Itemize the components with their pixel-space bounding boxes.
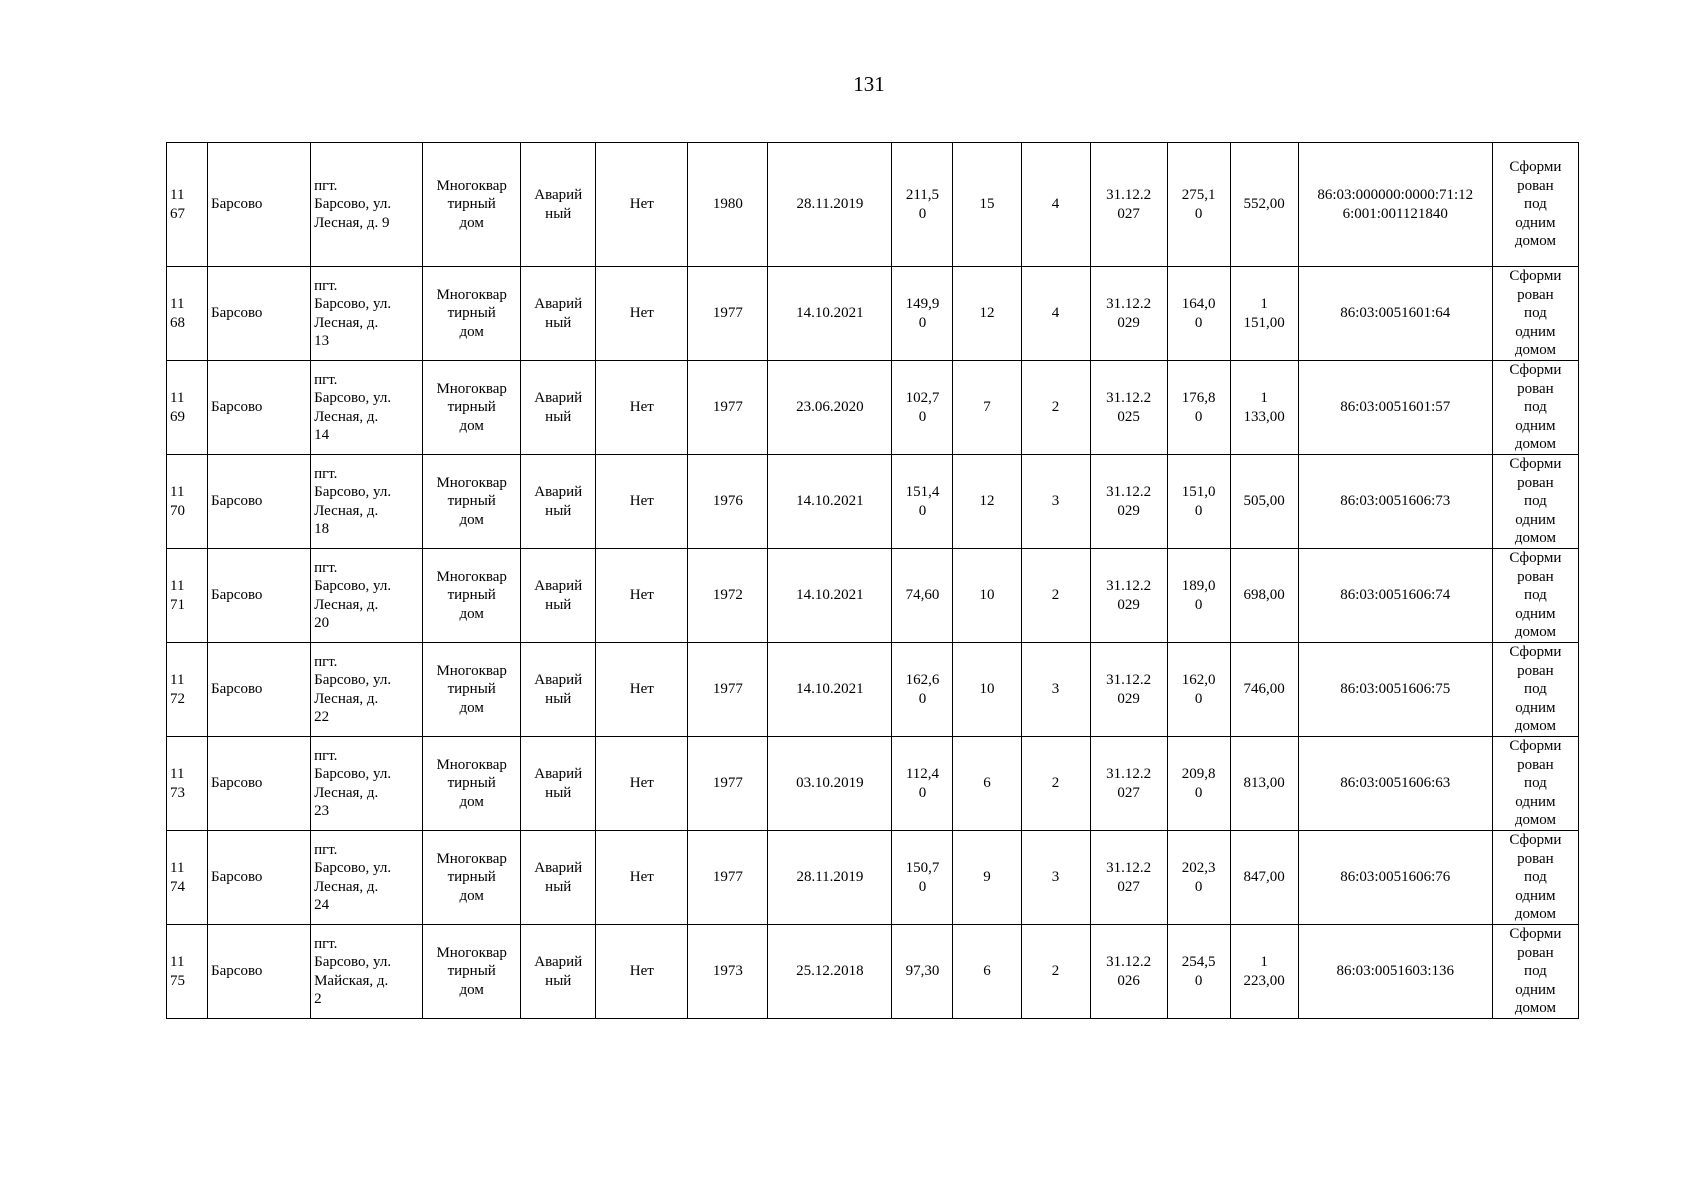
address-cell: пгт. Барсово, ул. Лесная, д. 22 <box>311 643 423 737</box>
date-cell: 14.10.2021 <box>768 267 892 361</box>
rooms-cell: 3 <box>1021 455 1090 549</box>
area2-cell: 202,3 0 <box>1167 831 1230 925</box>
flag-cell: Нет <box>596 455 688 549</box>
cost-cell: 1 223,00 <box>1230 925 1298 1019</box>
status-cell: Сформи рован под одним домом <box>1492 925 1578 1019</box>
flag-cell: Нет <box>596 143 688 267</box>
date-cell: 28.11.2019 <box>768 143 892 267</box>
row-number-cell: 11 75 <box>167 925 208 1019</box>
residents-cell: 6 <box>953 737 1021 831</box>
deadline-cell: 31.12.2 029 <box>1090 549 1167 643</box>
cost-cell: 1 151,00 <box>1230 267 1298 361</box>
table-row <box>167 267 1579 361</box>
residents-cell: 15 <box>953 143 1021 267</box>
year-cell: 1977 <box>688 831 768 925</box>
locality-cell: Барсово <box>208 643 311 737</box>
locality-cell: Барсово <box>208 925 311 1019</box>
condition-cell: Аварий ный <box>521 361 596 455</box>
deadline-cell: 31.12.2 027 <box>1090 831 1167 925</box>
area-cell: 149,9 0 <box>892 267 953 361</box>
building-type-cell: Многоквар тирный дом <box>423 143 521 267</box>
cadastral-cell: 86:03:0051606:73 <box>1298 455 1492 549</box>
flag-cell: Нет <box>596 549 688 643</box>
cost-cell: 552,00 <box>1230 143 1298 267</box>
year-cell: 1977 <box>688 737 768 831</box>
deadline-cell: 31.12.2 029 <box>1090 455 1167 549</box>
cost-cell: 505,00 <box>1230 455 1298 549</box>
table-row <box>167 925 1579 1019</box>
residents-cell: 12 <box>953 455 1021 549</box>
condition-cell: Аварий ный <box>521 143 596 267</box>
condition-cell: Аварий ный <box>521 643 596 737</box>
status-cell: Сформи рован под одним домом <box>1492 549 1578 643</box>
table-row <box>167 143 1579 267</box>
cost-cell: 746,00 <box>1230 643 1298 737</box>
locality-cell: Барсово <box>208 267 311 361</box>
year-cell: 1980 <box>688 143 768 267</box>
table-row <box>167 643 1579 737</box>
residents-cell: 10 <box>953 549 1021 643</box>
residents-cell: 10 <box>953 643 1021 737</box>
flag-cell: Нет <box>596 925 688 1019</box>
flag-cell: Нет <box>596 737 688 831</box>
status-cell: Сформи рован под одним домом <box>1492 455 1578 549</box>
cost-cell: 813,00 <box>1230 737 1298 831</box>
cost-cell: 1 133,00 <box>1230 361 1298 455</box>
cadastral-cell: 86:03:0051606:76 <box>1298 831 1492 925</box>
cadastral-cell: 86:03:0051606:63 <box>1298 737 1492 831</box>
building-type-cell: Многоквар тирный дом <box>423 831 521 925</box>
locality-cell: Барсово <box>208 143 311 267</box>
area-cell: 97,30 <box>892 925 953 1019</box>
cadastral-cell: 86:03:0051606:75 <box>1298 643 1492 737</box>
table-row <box>167 737 1579 831</box>
address-cell: пгт. Барсово, ул. Майская, д. 2 <box>311 925 423 1019</box>
table-row <box>167 455 1579 549</box>
year-cell: 1977 <box>688 643 768 737</box>
deadline-cell: 31.12.2 025 <box>1090 361 1167 455</box>
status-cell: Сформи рован под одним домом <box>1492 361 1578 455</box>
deadline-cell: 31.12.2 027 <box>1090 143 1167 267</box>
rooms-cell: 4 <box>1021 267 1090 361</box>
status-cell: Сформи рован под одним домом <box>1492 143 1578 267</box>
page-number: 131 <box>853 72 885 96</box>
year-cell: 1977 <box>688 267 768 361</box>
rooms-cell: 2 <box>1021 361 1090 455</box>
area2-cell: 151,0 0 <box>1167 455 1230 549</box>
building-type-cell: Многоквар тирный дом <box>423 549 521 643</box>
building-type-cell: Многоквар тирный дом <box>423 361 521 455</box>
rooms-cell: 2 <box>1021 925 1090 1019</box>
residents-cell: 12 <box>953 267 1021 361</box>
status-cell: Сформи рован под одним домом <box>1492 643 1578 737</box>
area-cell: 162,6 0 <box>892 643 953 737</box>
condition-cell: Аварий ный <box>521 737 596 831</box>
rooms-cell: 3 <box>1021 831 1090 925</box>
address-cell: пгт. Барсово, ул. Лесная, д. 20 <box>311 549 423 643</box>
area-cell: 151,4 0 <box>892 455 953 549</box>
locality-cell: Барсово <box>208 737 311 831</box>
area-cell: 150,7 0 <box>892 831 953 925</box>
deadline-cell: 31.12.2 029 <box>1090 267 1167 361</box>
row-number-cell: 11 74 <box>167 831 208 925</box>
area-cell: 112,4 0 <box>892 737 953 831</box>
date-cell: 14.10.2021 <box>768 643 892 737</box>
flag-cell: Нет <box>596 643 688 737</box>
residents-cell: 9 <box>953 831 1021 925</box>
row-number-cell: 11 71 <box>167 549 208 643</box>
row-number-cell: 11 73 <box>167 737 208 831</box>
deadline-cell: 31.12.2 029 <box>1090 643 1167 737</box>
date-cell: 23.06.2020 <box>768 361 892 455</box>
cost-cell: 847,00 <box>1230 831 1298 925</box>
row-number-cell: 11 69 <box>167 361 208 455</box>
address-cell: пгт. Барсово, ул. Лесная, д. 24 <box>311 831 423 925</box>
year-cell: 1976 <box>688 455 768 549</box>
building-type-cell: Многоквар тирный дом <box>423 455 521 549</box>
area2-cell: 176,8 0 <box>1167 361 1230 455</box>
condition-cell: Аварий ный <box>521 267 596 361</box>
cadastral-cell: 86:03:0051606:74 <box>1298 549 1492 643</box>
address-cell: пгт. Барсово, ул. Лесная, д. 9 <box>311 143 423 267</box>
condition-cell: Аварий ный <box>521 831 596 925</box>
table-row <box>167 831 1579 925</box>
year-cell: 1972 <box>688 549 768 643</box>
building-type-cell: Многоквар тирный дом <box>423 267 521 361</box>
area-cell: 102,7 0 <box>892 361 953 455</box>
status-cell: Сформи рован под одним домом <box>1492 831 1578 925</box>
area2-cell: 209,8 0 <box>1167 737 1230 831</box>
cadastral-cell: 86:03:0051601:64 <box>1298 267 1492 361</box>
row-number-cell: 11 70 <box>167 455 208 549</box>
address-cell: пгт. Барсово, ул. Лесная, д. 14 <box>311 361 423 455</box>
table-body <box>167 143 1579 1019</box>
date-cell: 28.11.2019 <box>768 831 892 925</box>
area2-cell: 275,1 0 <box>1167 143 1230 267</box>
flag-cell: Нет <box>596 267 688 361</box>
building-type-cell: Многоквар тирный дом <box>423 643 521 737</box>
building-type-cell: Многоквар тирный дом <box>423 925 521 1019</box>
area2-cell: 254,5 0 <box>1167 925 1230 1019</box>
locality-cell: Барсово <box>208 549 311 643</box>
locality-cell: Барсово <box>208 831 311 925</box>
area-cell: 74,60 <box>892 549 953 643</box>
cadastral-cell: 86:03:0051603:136 <box>1298 925 1492 1019</box>
rooms-cell: 4 <box>1021 143 1090 267</box>
locality-cell: Барсово <box>208 455 311 549</box>
cadastral-cell: 86:03:0051601:57 <box>1298 361 1492 455</box>
rooms-cell: 3 <box>1021 643 1090 737</box>
condition-cell: Аварий ный <box>521 549 596 643</box>
address-cell: пгт. Барсово, ул. Лесная, д. 23 <box>311 737 423 831</box>
rooms-cell: 2 <box>1021 737 1090 831</box>
date-cell: 14.10.2021 <box>768 549 892 643</box>
residents-cell: 7 <box>953 361 1021 455</box>
address-cell: пгт. Барсово, ул. Лесная, д. 18 <box>311 455 423 549</box>
row-number-cell: 11 72 <box>167 643 208 737</box>
area2-cell: 164,0 0 <box>1167 267 1230 361</box>
date-cell: 03.10.2019 <box>768 737 892 831</box>
area2-cell: 189,0 0 <box>1167 549 1230 643</box>
row-number-cell: 11 68 <box>167 267 208 361</box>
building-type-cell: Многоквар тирный дом <box>423 737 521 831</box>
deadline-cell: 31.12.2 027 <box>1090 737 1167 831</box>
table-row <box>167 549 1579 643</box>
table-row <box>167 361 1579 455</box>
flag-cell: Нет <box>596 831 688 925</box>
cadastral-cell: 86:03:000000:0000:71:12 6:001:001121840 <box>1298 143 1492 267</box>
locality-cell: Барсово <box>208 361 311 455</box>
year-cell: 1977 <box>688 361 768 455</box>
area-cell: 211,5 0 <box>892 143 953 267</box>
date-cell: 25.12.2018 <box>768 925 892 1019</box>
rooms-cell: 2 <box>1021 549 1090 643</box>
flag-cell: Нет <box>596 361 688 455</box>
row-number-cell: 11 67 <box>167 143 208 267</box>
residents-cell: 6 <box>953 925 1021 1019</box>
year-cell: 1973 <box>688 925 768 1019</box>
cost-cell: 698,00 <box>1230 549 1298 643</box>
condition-cell: Аварий ный <box>521 455 596 549</box>
address-cell: пгт. Барсово, ул. Лесная, д. 13 <box>311 267 423 361</box>
deadline-cell: 31.12.2 026 <box>1090 925 1167 1019</box>
area2-cell: 162,0 0 <box>1167 643 1230 737</box>
status-cell: Сформи рован под одним домом <box>1492 737 1578 831</box>
housing-registry-table <box>166 142 1579 1019</box>
date-cell: 14.10.2021 <box>768 455 892 549</box>
condition-cell: Аварий ный <box>521 925 596 1019</box>
status-cell: Сформи рован под одним домом <box>1492 267 1578 361</box>
